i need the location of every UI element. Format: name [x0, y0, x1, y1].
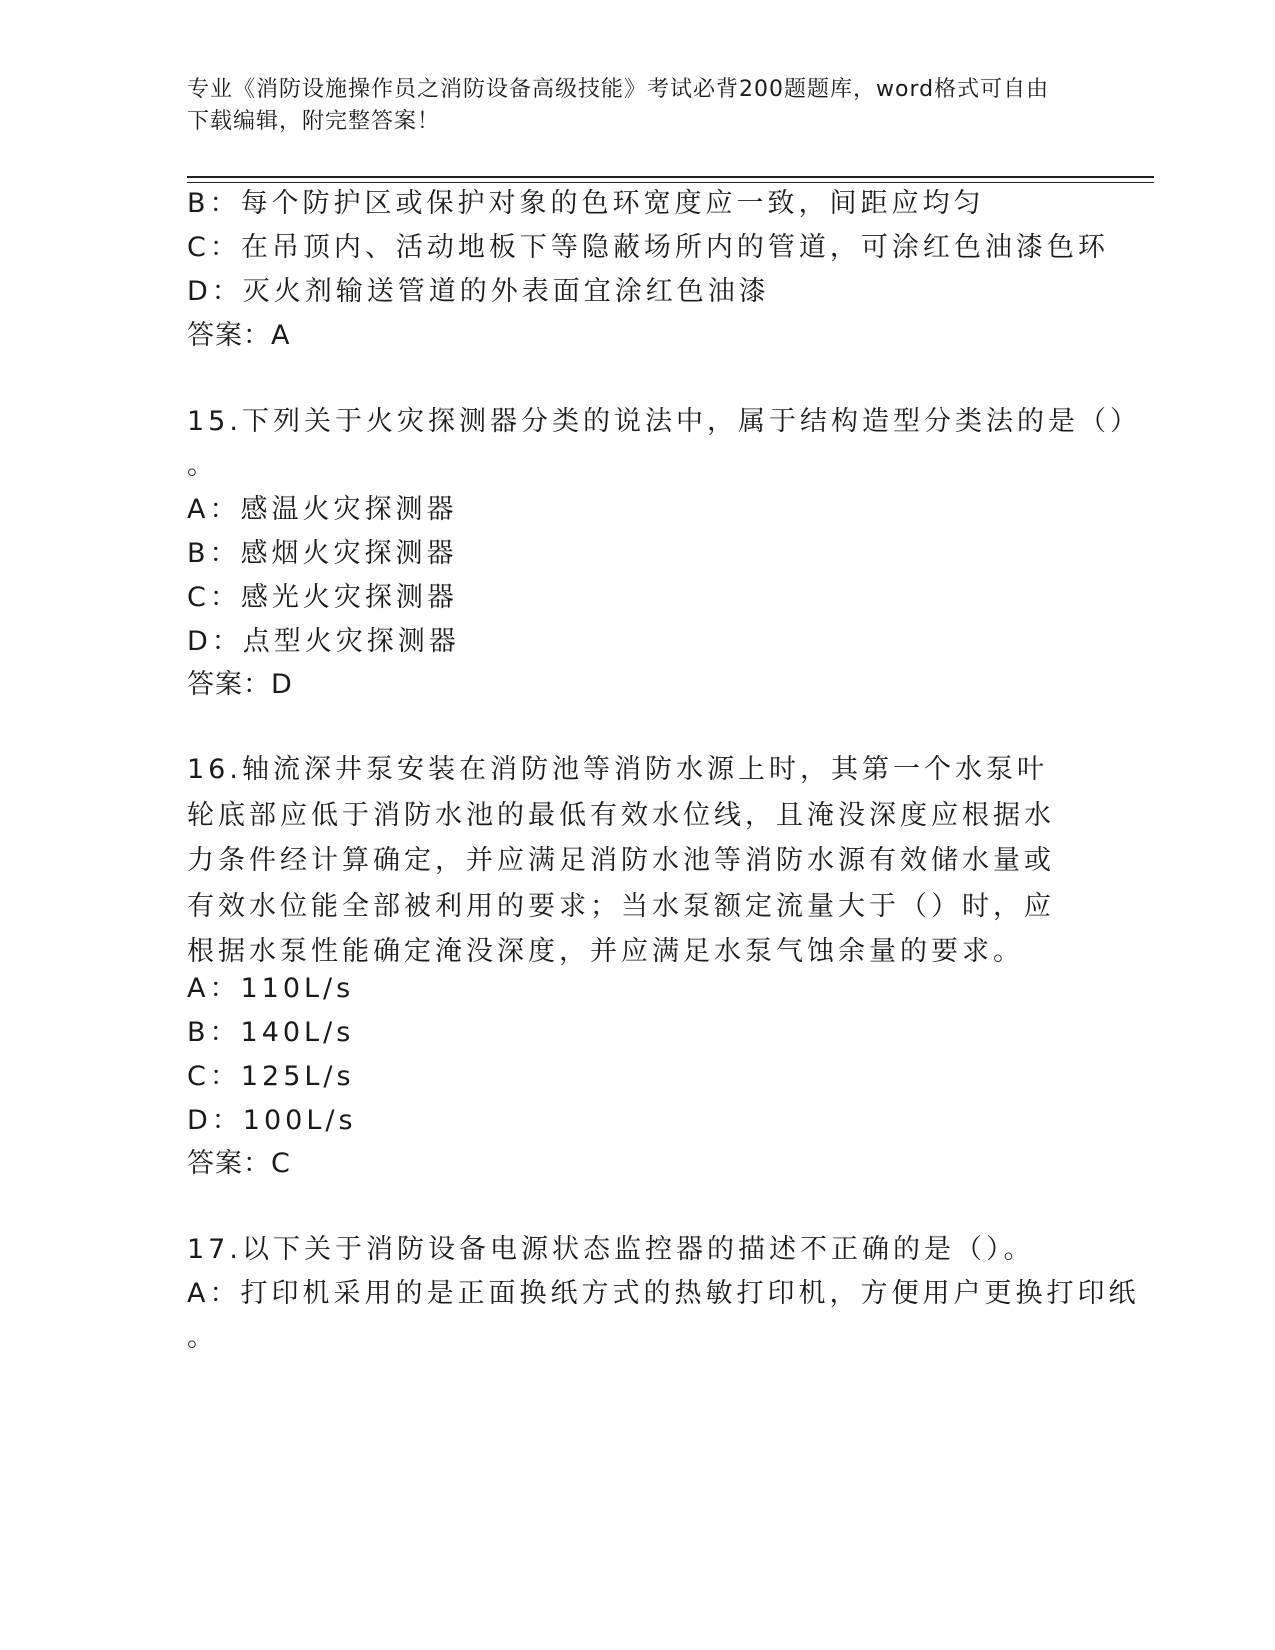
q15-option-b: B：感烟火灾探测器 [187, 538, 458, 569]
q14-option-b: B：每个防护区或保护对象的色环宽度应一致，间距应均匀 [187, 188, 985, 219]
q16-text: 16.轴流深井泵安装在消防池等消防水源上时，其第一个水泵叶轮底部应低于消防水池的最低有效水位线，且淹没深度应根据水力条件经计算确定，并应满足消防水池等消防水源有效储水量或有效水位能全部被利用的要求；当水泵额定流量大于（）时，应根据水泵性能确定淹没深度，并应满足水泵气蚀余量的要求。 [187, 754, 1055, 967]
q15-option-a: A：感温火灾探测器 [187, 494, 458, 525]
q15-text-line1: 15.下列关于火灾探测器分类的说法中，属于结构造型分类法的是（） [187, 406, 1141, 437]
q14-option-c: C：在吊顶内、活动地板下等隐蔽场所内的管道，可涂红色油漆色环 [187, 232, 1109, 263]
q15-option-d: D：点型火灾探测器 [187, 626, 460, 657]
document-header: 专业《消防设施操作员之消防设备高级技能》考试必背200题题库，word格式可自由下载编辑，附完整答案！ [187, 77, 1050, 134]
q17-option-a-line2: 。 [187, 1322, 218, 1353]
header-rule-thick [187, 176, 1154, 178]
q15-answer: 答案：D [187, 669, 293, 700]
q15-text-line2: 。 [187, 450, 218, 481]
header-rule-thin [187, 182, 1154, 183]
q16-option-a: A：110L/s [187, 973, 355, 1004]
q16-answer: 答案：C [187, 1148, 291, 1179]
q15-option-c: C：感光火灾探测器 [187, 582, 458, 613]
q14-answer: 答案：A [187, 320, 291, 351]
q17-text: 17.以下关于消防设备电源状态监控器的描述不正确的是（）。 [187, 1234, 1035, 1265]
q14-option-d: D：灭火剂输送管道的外表面宜涂红色油漆 [187, 276, 770, 307]
q16-option-d: D：100L/s [187, 1105, 357, 1136]
q17-option-a-line1: A：打印机采用的是正面换纸方式的热敏打印机，方便用户更换打印纸 [187, 1278, 1140, 1309]
q16-option-c: C：125L/s [187, 1061, 355, 1092]
q16-option-b: B：140L/s [187, 1017, 355, 1048]
